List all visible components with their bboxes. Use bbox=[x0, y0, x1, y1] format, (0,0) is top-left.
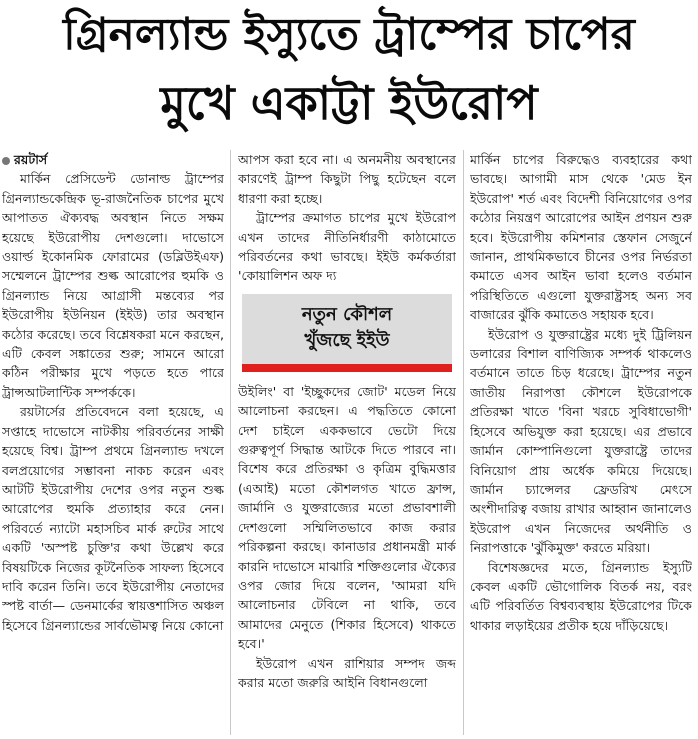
paragraph: মার্কিন প্রেসিডেন্ট ডোনাল্ড ট্রাম্পের গ্রিনল্যান্ডকেন্দ্রিক ভূ-রাজনৈতিক চাপের মুখে আপাতত ঐক্যবদ্ধ অবস্থান নিতে সক্ষম হয়েছে ইউরোপীয় দেশগুলো। দাভোসে ওয়ার্ল্ড ইকোনমিক ফোরামের (ডব্লিউইএফ) সম্মেলনে ট্রাম্পের শুল্ক আরোপের হুমকি ও গ্রিনল্যান্ড নিয়ে আগ্রাসী মন্তব্যের পর ইউরোপীয় ইউনিয়ন (ইইউ) তার অবস্থান কঠোর করেছে। তবে বিশ্লেষকরা মনে করছেন, এটি কেবল সঙ্কাতের শুরু; সামনে আরো কঠিন পরীক্ষার মুখে পড়তে হতে পারে ট্রান্সআটলান্টিক সম্পর্ককে। bbox=[2, 171, 224, 400]
column-divider bbox=[230, 150, 231, 735]
paragraph: আপস করা হবে না। এ অনমনীয় অবস্থানের কারণেই ট্রাম্প কিছুটা পিছু হটেছেন বলে ধারণা করা হচ্ছে। bbox=[238, 152, 456, 206]
paragraph: উইলিং' বা 'ইচ্ছুকদের জোট' মডেল নিয়ে আলোচনা করছেন। এ পদ্ধতিতে কোনো দেশ চাইলে এককভাবে ভেটো দিয়ে গুরুত্বপূর্ণ সিদ্ধান্ত আটকে দিতে পারবে না। বিশেষ করে প্রতিরক্ষা ও কৃত্রিম বুদ্ধিমত্তার (এআই) মতো কৌশলগত খাতে ফ্রান্স, জার্মানি ও যুক্তরাজ্যের মতো প্রভাবশালী দেশগুলো সম্মিলিতভাবে কাজ করার পরিকল্পনা করছে। কানাডার প্রধানমন্ত্রী মার্ক কারনি দাভোসে মাঝারি শক্তিগুলোর ঐক্যের ওপর জোর দিয়ে বলেন, 'আমরা যদি আলোচনার টেবিলে না থাকি, তবে আমাদের মেনুতে (শিকার হিসেবে) থাকতে হবে।' bbox=[238, 383, 456, 652]
headline-line-2: মুখে একাট্টা ইউরোপ bbox=[160, 76, 538, 130]
subheading-line-1: নতুন কৌশল bbox=[301, 303, 393, 325]
article-column-1 bbox=[2, 150, 224, 735]
paragraph: ট্রাম্পের ক্রমাগত চাপের মুখে ইউরোপ এখন তাদের নীতিনির্ধারণী কাঠামোতে পরিবর্তনের কথা ভাবছে। ইইউ কর্মকর্তারা 'কোয়ালিশন অফ দ্য bbox=[238, 210, 456, 284]
byline bbox=[2, 150, 224, 169]
article-column-2 bbox=[238, 150, 456, 735]
paragraph: বিশেষজ্ঞদের মতে, গ্রিনল্যান্ড ইস্যুটি কেবল একটি ভৌগোলিক বিতর্ক নয়, বরং এটি পরিবর্তিত বিশ্বব্যবস্থায় ইউরোপের টিকে থাকার লড়াইয়ের প্রতীক হয়ে দাঁড়িয়েছে। bbox=[470, 559, 692, 633]
paragraph: ইউরোপ এখন রাশিয়ার সম্পদ জব্দ করার মতো জরুরি আইনি বিধানগুলো bbox=[238, 655, 456, 690]
headline-line-1: গ্রিনল্যান্ড ইস্যুতে ট্রাম্পের চাপের bbox=[63, 9, 635, 60]
paragraph: রয়টার্সের প্রতিবেদনে বলা হয়েছে, এ সপ্তাহে দাভোসে নাটকীয় পরিবর্তনের সাক্ষী হয়েছে বিশ্ব। ট্রাম্প প্রথমে গ্রিনল্যান্ড দখলে বলপ্রয়োগের সম্ভাবনা নাকচ করেন এবং আটটি ইউরোপীয় দেশের ওপর নতুন শুল্ক আরোপের হুমকি প্রত্যাহার করে নেন। পরিবর্তে ন্যাটো মহাসচিব মার্ক রুটের সাথে একটি 'অস্পষ্ট চুক্তি'র কথা উল্লেখ করে বিষয়টিকে নিজের কূটনৈতিক সাফল্য হিসেবে দাবি করেন তিনি। তবে ইউরোপীয় নেতাদের স্পষ্ট বার্তা— ডেনমার্কের স্বায়ত্তশাসিত অঞ্চল হিসেবে গ্রিনল্যান্ডের সার্বভৌমত্ব নিয়ে কোনো bbox=[2, 404, 224, 633]
headline bbox=[0, 2, 698, 138]
paragraph: ইউরোপ ও যুক্তরাষ্ট্রের মধ্যে দুই ট্রিলিয়ন ডলারের বিশাল বাণিজ্যিক সম্পর্ক থাকলেও বর্তমানে তাতে চিড় ধরেছে। ট্রাম্পের নতুন জাতীয় নিরাপত্তা কৌশলে ইউরোপকে প্রতিরক্ষা খাতে 'বিনা খরচে সুবিধাভোগী' হিসেবে অভিযুক্ত করা হয়েছে। এর প্রভাবে জার্মান কোম্পানিগুলো যুক্তরাষ্ট্রে তাদের বিনিয়োগ প্রায় অর্ধেক কমিয়ে দিয়েছে। জার্মান চ্যান্সেলর ফ্রেডরিখ মেৎসে অংশীদারিত্ব বজায় রাখার আহ্বান জানালেও ইউরোপ এখন নিজেদের অর্থনীতি ও নিরাপত্তাকে 'ঝুঁকিমুক্ত' করতে মরিয়া। bbox=[470, 326, 692, 556]
subheading-box bbox=[242, 294, 452, 372]
subheading-line-2: খুঁজছে ইইউ bbox=[304, 329, 390, 351]
paragraph: মার্কিন চাপের বিরুদ্ধেও ব্যবহারের কথা ভাবছে। আগামী মাস থেকে 'মেড ইন ইউরোপ' শর্ত এবং বিদেশী বিনিয়োগের ওপর কঠোর নিয়ন্ত্রণ আরোপের আইন প্রণয়ন শুরু হবে। ইউরোপীয় কমিশনার স্তেফান সেজুর্নে জানান, প্রাথমিকভাবে চীনের ওপর নির্ভরতা কমাতে এসব আইন ভাবা হলেও বর্তমান পরিস্থিতিতে এগুলো যুক্তরাষ্ট্রসহ অন্য সব বাজারের ঝুঁকি কমাতেও সহায়ক হবে। bbox=[470, 152, 692, 323]
article-column-3 bbox=[470, 150, 692, 735]
column-divider bbox=[463, 150, 464, 735]
byline-text: রয়টার্স bbox=[14, 152, 48, 167]
bullet-icon bbox=[2, 157, 10, 165]
